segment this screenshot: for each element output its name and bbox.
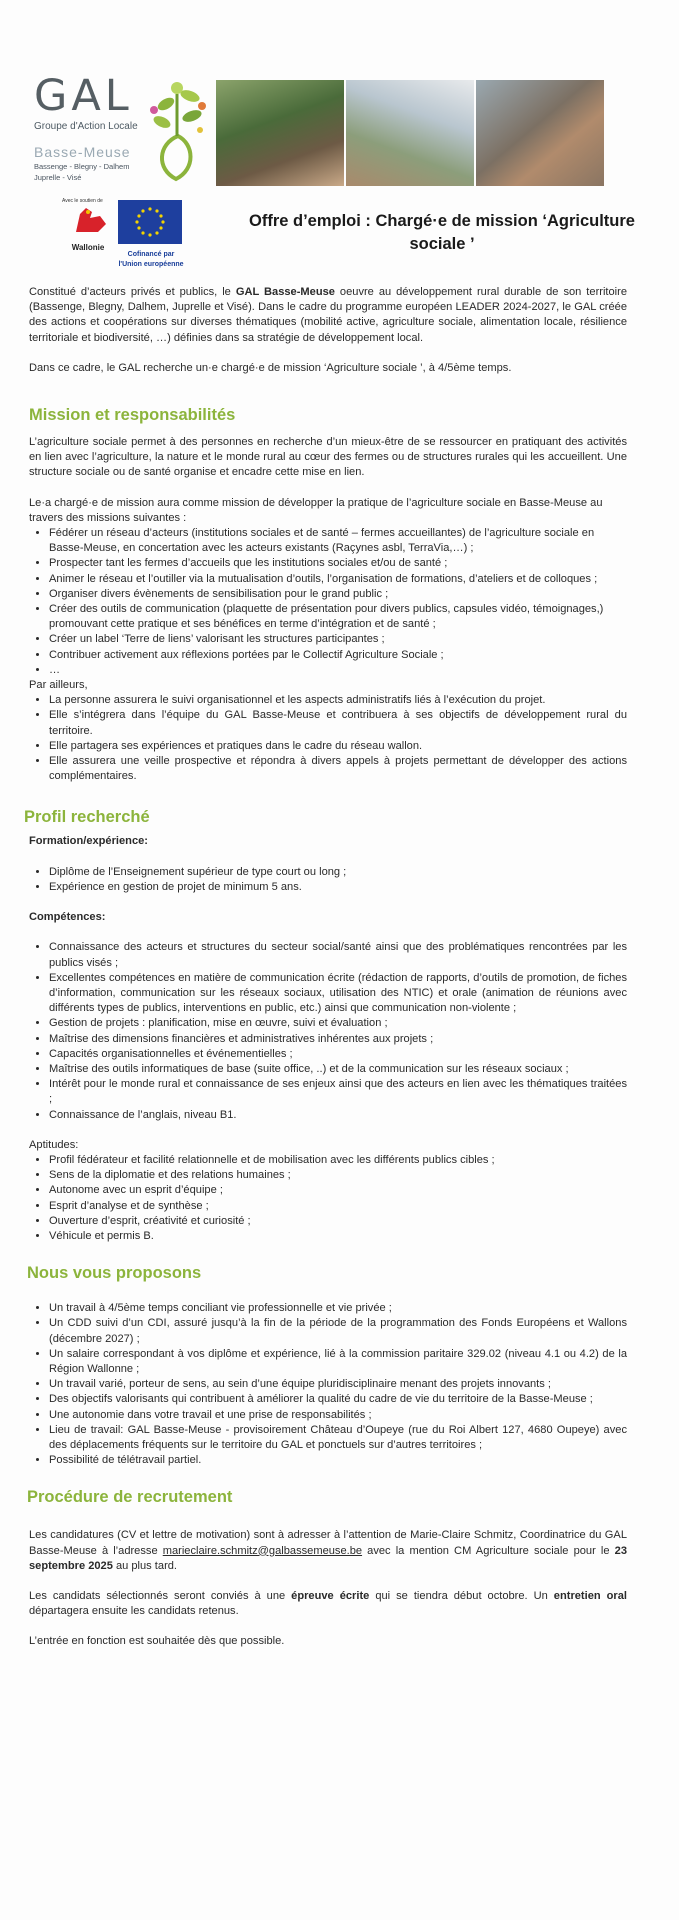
procedure-text-mid: avec la mention CM Agriculture sociale pour le [362,1544,615,1557]
list-item: • Créer des outils de communication (plaquette de présentation pour divers publics, capsules vidéo, témoignages,) promouvant cette pratique et ses bénéfices en terme d’intégration et de santé ; [49,602,627,632]
formation-label: Formation/expérience: [29,835,148,848]
list-item: • Esprit d’analyse et de synthèse ; [49,1199,627,1214]
list-item: • Animer le réseau et l’outiller via la mutualisation d’outils, l’organisation de formations, d’ateliers et de colloques ; [49,572,627,587]
gal-communes-2: Juprelle - Visé [34,173,82,182]
plant-logo-icon [146,74,212,184]
eu-caption-2: l'Union européenne [118,261,184,268]
list-item: • Lieu de travail: GAL Basse-Meuse - provisoirement Château d’Oupeye (rue du Roi Albert 127, 4680 Oupeye) avec des déplacements fréquents sur le territoire du GAL et ponctuels sur d’autres territoires ; [49,1423,627,1453]
deadline-date: 23 septembre 2025 [29,1544,627,1572]
mission-paragraph-2: Le·a chargé·e de mission aura comme mission de développer la pratique de l’agriculture sociale en Basse-Meuse au travers des missions suivantes : [29,496,603,524]
competences-list [29,940,627,1122]
photo-hands-plants [216,80,344,186]
photo-group-outdoors [346,80,474,186]
list-item: • Prospecter tant les fermes d’accueils que les institutions sociales et/ou de santé ; [49,556,627,571]
procedure-heading: Procédure de recrutement [27,1488,233,1507]
list-item: • Gestion de projets : planification, mise en œuvre, suivi et évaluation ; [49,1016,627,1031]
mission-heading: Mission et responsabilités [29,406,236,425]
list-item: • Un travail varié, porteur de sens, au sein d’une équipe pluridisciplinaire menant des projets innovants ; [49,1377,627,1392]
gal-wordmark: GAL [34,71,133,121]
list-item: • Intérêt pour le monde rural et connaissance de ses enjeux ainsi que des acteurs en lien avec les thématiques traitées ; [49,1077,627,1107]
offre-list [29,1301,627,1468]
intro-paragraph-1 [29,285,627,346]
list-item: • Capacités organisationnelles et événementielles ; [49,1047,627,1062]
procedure-text-start: Les candidatures (CV et lettre de motivation) sont à adresser à l’attention de Marie-Claire Schmitz, Coordinatrice du GAL Basse-Meuse à l’adresse [29,1529,627,1557]
eu-caption-1: Cofinancé par [127,251,175,258]
written-test-label: épreuve écrite [291,1590,370,1602]
list-item: • Créer un label ‘Terre de liens’ valorisant les structures participantes ; [49,632,627,647]
intro-text-end: oeuvre au développement rural durable de son territoire (Bassenge, Blegny, Dalhem, Juprelle et Visé). Dans le cadre du programme européen LEADER 2024-2027, le GAL créée des actions et coopérations sur diverses thématiques (mobilité active, agriculture sociale, alimentation locale, résilience territoriale et biodiversité, …) définies dans sa stratégie de développement local. [29,286,627,344]
list-item: • Profil fédérateur et facilité relationnelle et de mobilisation avec les différents publics cibles ; [49,1153,627,1168]
offre-heading: Nous vous proposons [27,1264,202,1283]
list-item: • Un salaire correspondant à vos diplôme et expérience, lié à la commission paritaire 329.02 (niveau 4.1 ou 4.2) de la Région Wallonne ; [49,1347,627,1377]
wallonie-logo [62,198,114,252]
wallonie-name: Wallonie [71,243,105,252]
list-item: • Elle assurera une veille prospective et répondra à divers appels à projets permettant de développer des actions complémentaires. [49,754,627,784]
gal-subtitle: Groupe d'Action Locale [34,121,138,132]
competences-label: Compétences: [29,911,106,924]
aptitudes-label: Aptitudes: [29,1138,79,1151]
list-item: • Un travail à 4/5ème temps conciliant vie professionnelle et vie privée ; [49,1301,627,1316]
list-item: • Fédérer un réseau d’acteurs (institutions sociales et de santé – fermes accueillantes) de l’agriculture sociale en Basse-Meuse, en concertation avec les acteurs existants (Raçynes asbl, TerraVia,…) ; [49,526,627,556]
list-item: • Expérience en gestion de projet de minimum 5 ans. [49,880,627,895]
contact-email-link[interactable]: marieclaire.schmitz@galbassemeuse.be [162,1544,363,1557]
offer-content [24,285,627,1650]
procedure-p2-end: départagera ensuite les candidats retenus. [29,1605,239,1618]
gal-communes-1: Bassenge - Blegny - Dalhem [34,162,130,171]
gal-logo [34,71,144,182]
list-item: • Autonome avec un esprit d’équipe ; [49,1183,627,1198]
list-item: • Maîtrise des outils informatiques de base (suite office, ..) et de la communication sur les réseaux sociaux ; [49,1062,627,1077]
list-item: • Possibilité de télétravail partiel. [49,1453,627,1468]
eu-logo [118,200,184,269]
list-item: • La personne assurera le suivi organisationnel et les aspects administratifs liés à l’exécution du projet. [49,693,627,708]
list-item: • Excellentes compétences en matière de communication écrite (rédaction de rapports, d’outils de promotion, de fiches d’information, communication sur les réseaux sociaux, utilisation des NTIC) et orale (animation de réunions avec différents types de publics, interventions en public, etc.) ainsi que communication non-violente ; [49,971,627,1017]
list-item: • Sens de la diplomatie et des relations humaines ; [49,1168,627,1183]
gal-territory: Basse-Meuse [34,144,131,160]
formation-list [29,865,627,895]
procedure-p2-start: Les candidats sélectionnés seront conviés à une [29,1590,292,1602]
list-item: • Diplôme de l’Enseignement supérieur de type court ou long ; [49,865,627,880]
start-date-paragraph: L’entrée en fonction est souhaitée dès que possible. [29,1635,285,1648]
aptitudes-list [29,1153,627,1244]
list-item: • Une autonomie dans votre travail et une prise de responsabilités ; [49,1408,627,1423]
intro-org-name: GAL Basse-Meuse [235,286,335,298]
wallonie-rooster-icon [62,204,114,236]
list-item: • Elle partagera ses expériences et pratiques dans le cadre du réseau wallon. [49,739,627,754]
list-item: • Un CDD suivi d’un CDI, assuré jusqu’à la fin de la période de la programmation des Fonds Européens et Wallons (décembre 2027) ; [49,1316,627,1346]
par-ailleurs-label: Par ailleurs, [29,679,88,692]
mission-paragraph-1: L’agriculture sociale permet à des personnes en recherche d’un mieux-être de se ressourcer en pratiquant des activités en lien avec l’agriculture, la nature et le monde rural au cœur des fermes ou de structures rurales qui les accueillent. Une structure sociale ou de santé organise et encadre cette mise en lien. [29,436,627,479]
list-item: • Contribuer activement aux réflexions portées par le Collectif Agriculture Sociale ; [49,648,627,663]
profil-heading: Profil recherché [24,808,150,827]
list-item: • Des objectifs valorisants qui contribuent à améliorer la qualité du cadre de vie du territoire de la Basse-Meuse ; [49,1392,627,1407]
eu-flag-icon [118,200,182,244]
list-item: • Connaissance des acteurs et structures du secteur social/santé ainsi que des problématiques rencontrées par les publics visés ; [49,940,627,970]
intro-text-start: Constitué d’acteurs privés et publics, le [29,286,236,298]
page-title: Offre d’emploi : Chargé·e de mission ‘Agriculture sociale ’ [249,212,635,253]
mission-list [29,526,627,678]
wallonie-caption: Avec le soutien de [62,198,103,204]
header-photo-strip [216,80,604,186]
procedure-paragraph-2 [29,1589,627,1619]
list-item: • Connaissance de l’anglais, niveau B1. [49,1108,627,1123]
mission-list-2 [29,693,627,784]
list-item: • Ouverture d’esprit, créativité et curiosité ; [49,1214,627,1229]
list-item: • Véhicule et permis B. [49,1229,627,1244]
procedure-p2-mid: qui se tiendra début octobre. Un [369,1590,554,1602]
intro-paragraph-2: Dans ce cadre, le GAL recherche un·e chargé·e de mission ‘Agriculture sociale ’, à 4/5ème temps. [29,361,512,374]
list-item: • … [49,663,627,678]
procedure-text-end: au plus tard. [112,1559,178,1572]
procedure-paragraph-1 [29,1528,627,1574]
list-item: • Organiser divers évènements de sensibilisation pour le grand public ; [49,587,627,602]
list-item: • Maîtrise des dimensions financières et administratives inhérentes aux projets ; [49,1032,627,1047]
list-item: • Elle s’intégrera dans l’équipe du GAL Basse-Meuse et contribuera à ses objectifs de développement rural du territoire. [49,708,627,738]
interview-label: entretien oral [553,1590,627,1602]
photo-hand-animal [476,80,604,186]
